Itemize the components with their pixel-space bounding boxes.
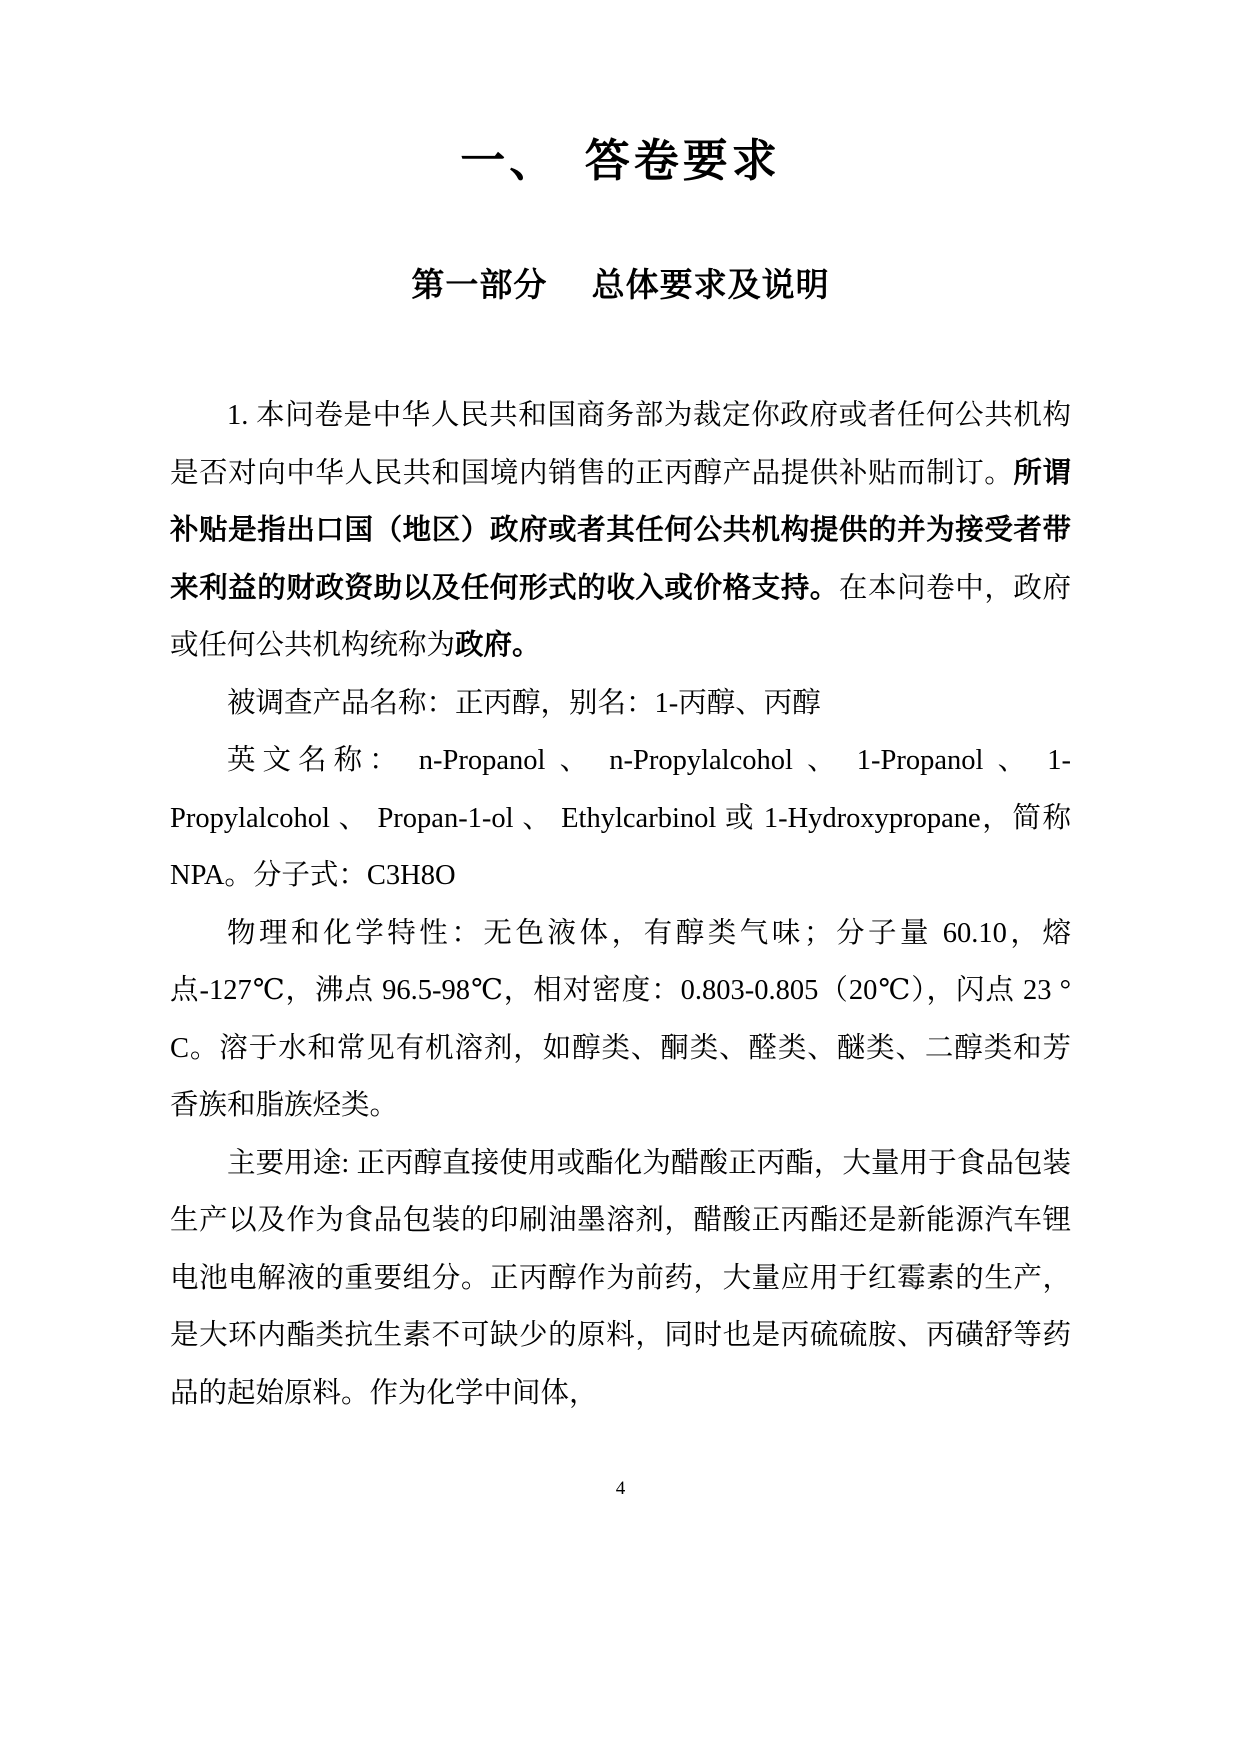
paragraph	[170, 675, 1071, 733]
page-number: 4	[615, 1478, 626, 1499]
document-title: 一、 答卷要求	[460, 135, 781, 186]
paragraph	[170, 387, 1071, 675]
section-heading: 第一部分 总体要求及说明	[411, 265, 830, 303]
text-run: 政府。	[455, 629, 541, 662]
text-run: 主要用途: 正丙醇直接使用或酯化为醋酸正丙酯，大量用于食品包装生产以及作为食品包装的印刷油墨溶剂，醋酸正丙酯还是新能源汽车锂电池电解液的重要组分。正丙醇作为前药，大量应用于红霉素的生产，是大环内酯类抗生素不可缺少的原料，同时也是丙硫硫胺、丙磺舒等药品的起始原料。作为化学中间体，	[170, 1147, 1071, 1409]
paragraph	[170, 1135, 1071, 1423]
text-run: 所谓补贴是指出口国（地区）政府或者其任何公共机构提供的并为接受者带来利益的财政资助以及任何形式的收入或价格支持。	[170, 456, 1071, 604]
text-run: 英文名称： n-Propanol 、 n-Propylalcohol 、 1-Propanol 、 1-Propylalcohol 、 Propan-1-ol 、 Ethylcarbinol 或 1-Hydroxypropane，简称 NPA。分子式：C3H8O	[170, 745, 1071, 892]
text-run: 在本问卷中，政府或任何公共机构统称为	[170, 572, 1071, 662]
document-body	[170, 387, 1071, 1422]
text-run: 1. 本问卷是中华人民共和国商务部为裁定你政府或者任何公共机构是否对向中华人民共和国境内销售的正丙醇产品提供补贴而制订。	[170, 400, 1071, 489]
paragraph	[170, 732, 1071, 905]
paragraph	[170, 905, 1071, 1135]
text-run: 物理和化学特性：无色液体，有醇类气味；分子量 60.10，熔点-127℃，沸点 96.5-98℃，相对密度：0.803-0.805（20℃），闪点 23 ° C。溶于水和常见有机溶剂，如醇类、酮类、醛类、醚类、二醇类和芳香族和脂族烃类。	[170, 917, 1071, 1122]
text-run: 被调查产品名称：正丙醇，别名：1-丙醇、丙醇	[227, 687, 821, 719]
